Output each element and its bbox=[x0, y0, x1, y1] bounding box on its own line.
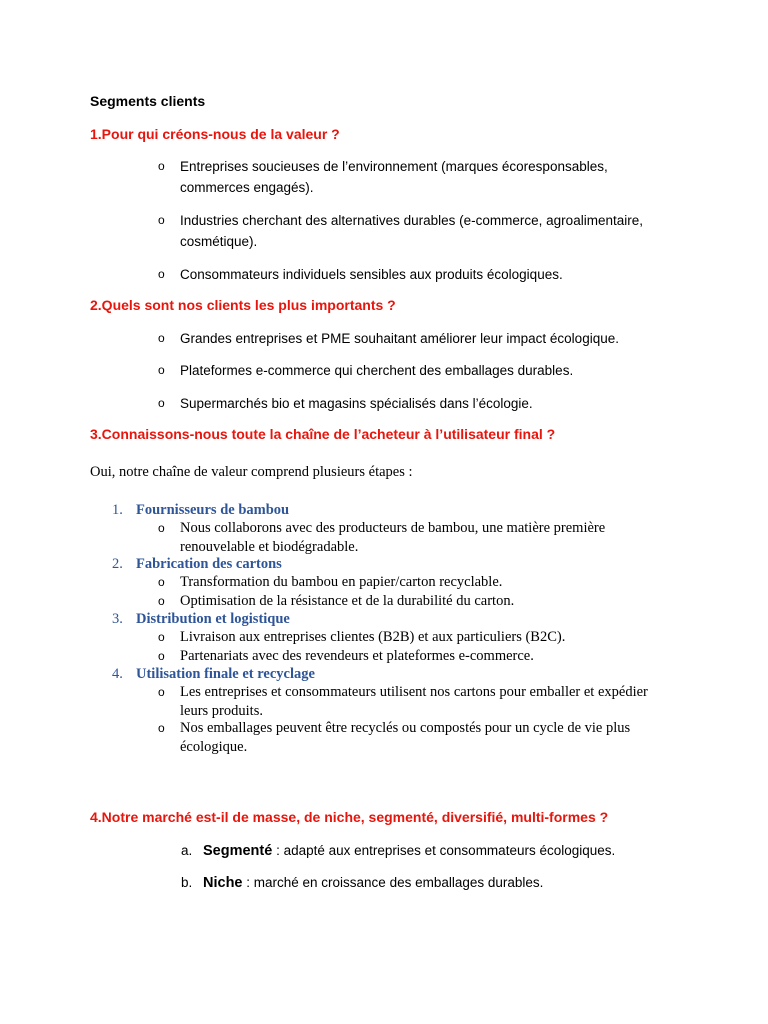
sub-item-text: Livraison aux entreprises clientes (B2B) et aux particuliers (B2C). bbox=[180, 629, 566, 645]
step-heading: Fournisseurs de bambou bbox=[136, 502, 290, 518]
step-2 bbox=[112, 555, 282, 574]
list-letter: a. bbox=[181, 843, 193, 858]
bullet-marker: o bbox=[158, 363, 165, 377]
bullet-marker: o bbox=[158, 331, 165, 345]
sub-item-text: Nous collaborons avec des producteurs de bambou, une matière première renouvelable et biodégradable. bbox=[180, 520, 606, 555]
question-4-heading: 4.Notre marché est-il de masse, de niche, segmenté, diversifié, multi-formes ? bbox=[90, 809, 609, 825]
list-item-text: Consommateurs individuels sensibles aux produits écologiques. bbox=[180, 267, 563, 282]
list-item bbox=[158, 156, 678, 198]
list-item bbox=[181, 872, 543, 894]
bullet-marker: o bbox=[158, 721, 165, 735]
bullet-marker: o bbox=[158, 649, 165, 663]
sub-item bbox=[158, 519, 678, 557]
step-heading: Distribution et logistique bbox=[136, 611, 290, 627]
list-item bbox=[158, 264, 678, 285]
sub-item-text: Transformation du bambou en papier/carton recyclable. bbox=[180, 574, 503, 590]
list-letter: b. bbox=[181, 875, 193, 890]
step-4 bbox=[112, 665, 315, 684]
list-item bbox=[158, 328, 678, 349]
sub-item-text: Optimisation de la résistance et de la durabilité du carton. bbox=[180, 593, 515, 609]
step-heading: Utilisation finale et recyclage bbox=[136, 666, 315, 682]
bullet-marker: o bbox=[158, 521, 165, 535]
list-item-text: : adapté aux entreprises et consommateurs écologiques. bbox=[272, 843, 616, 858]
sub-item bbox=[158, 592, 678, 611]
sub-item bbox=[158, 683, 678, 721]
step-heading: Fabrication des cartons bbox=[136, 556, 282, 572]
bullet-marker: o bbox=[158, 575, 165, 589]
list-item-text: Supermarchés bio et magasins spécialisés dans l’écologie. bbox=[180, 396, 533, 411]
bullet-marker: o bbox=[158, 594, 165, 608]
keyword: Segmenté bbox=[203, 843, 273, 859]
bullet-marker: o bbox=[158, 396, 165, 410]
bullet-marker: o bbox=[158, 630, 165, 644]
list-item-text: Entreprises soucieuses de l’environnement (marques écoresponsables, commerces engagés). bbox=[180, 159, 608, 195]
list-item bbox=[158, 360, 678, 381]
step-number: 2. bbox=[112, 556, 123, 572]
sub-item bbox=[158, 628, 678, 647]
step-number: 1. bbox=[112, 502, 123, 518]
page-title: Segments clients bbox=[90, 93, 206, 109]
question-2-heading: 2.Quels sont nos clients les plus importants ? bbox=[90, 297, 396, 313]
sub-item bbox=[158, 573, 678, 592]
step-3 bbox=[112, 610, 290, 629]
list-item-text: Plateformes e-commerce qui cherchent des emballages durables. bbox=[180, 363, 574, 378]
value-chain-intro: Oui, notre chaîne de valeur comprend plusieurs étapes : bbox=[90, 464, 413, 480]
list-item-text: Grandes entreprises et PME souhaitant améliorer leur impact écologique. bbox=[180, 331, 619, 346]
sub-item bbox=[158, 719, 678, 757]
sub-item bbox=[158, 647, 678, 666]
bullet-marker: o bbox=[158, 159, 165, 173]
question-3-heading: 3.Connaissons-nous toute la chaîne de l’acheteur à l’utilisateur final ? bbox=[90, 426, 556, 442]
step-number: 4. bbox=[112, 666, 123, 682]
bullet-marker: o bbox=[158, 685, 165, 699]
sub-item-text: Nos emballages peuvent être recyclés ou compostés pour un cycle de vie plus écologique. bbox=[180, 720, 631, 755]
list-item bbox=[158, 393, 678, 414]
list-item-text: Industries cherchant des alternatives durables (e-commerce, agroalimentaire, cosmétique). bbox=[180, 213, 643, 249]
list-item bbox=[158, 210, 678, 252]
bullet-marker: o bbox=[158, 267, 165, 281]
sub-item-text: Partenariats avec des revendeurs et plateformes e-commerce. bbox=[180, 648, 534, 664]
bullet-marker: o bbox=[158, 213, 165, 227]
step-1 bbox=[112, 501, 289, 520]
sub-item-text: Les entreprises et consommateurs utilisent nos cartons pour emballer et expédier leurs produits. bbox=[180, 684, 648, 719]
list-item bbox=[181, 840, 615, 862]
keyword: Niche bbox=[203, 875, 243, 891]
list-item-text: : marché en croissance des emballages durables. bbox=[242, 875, 544, 890]
question-1-heading: 1.Pour qui créons-nous de la valeur ? bbox=[90, 126, 340, 142]
step-number: 3. bbox=[112, 611, 123, 627]
